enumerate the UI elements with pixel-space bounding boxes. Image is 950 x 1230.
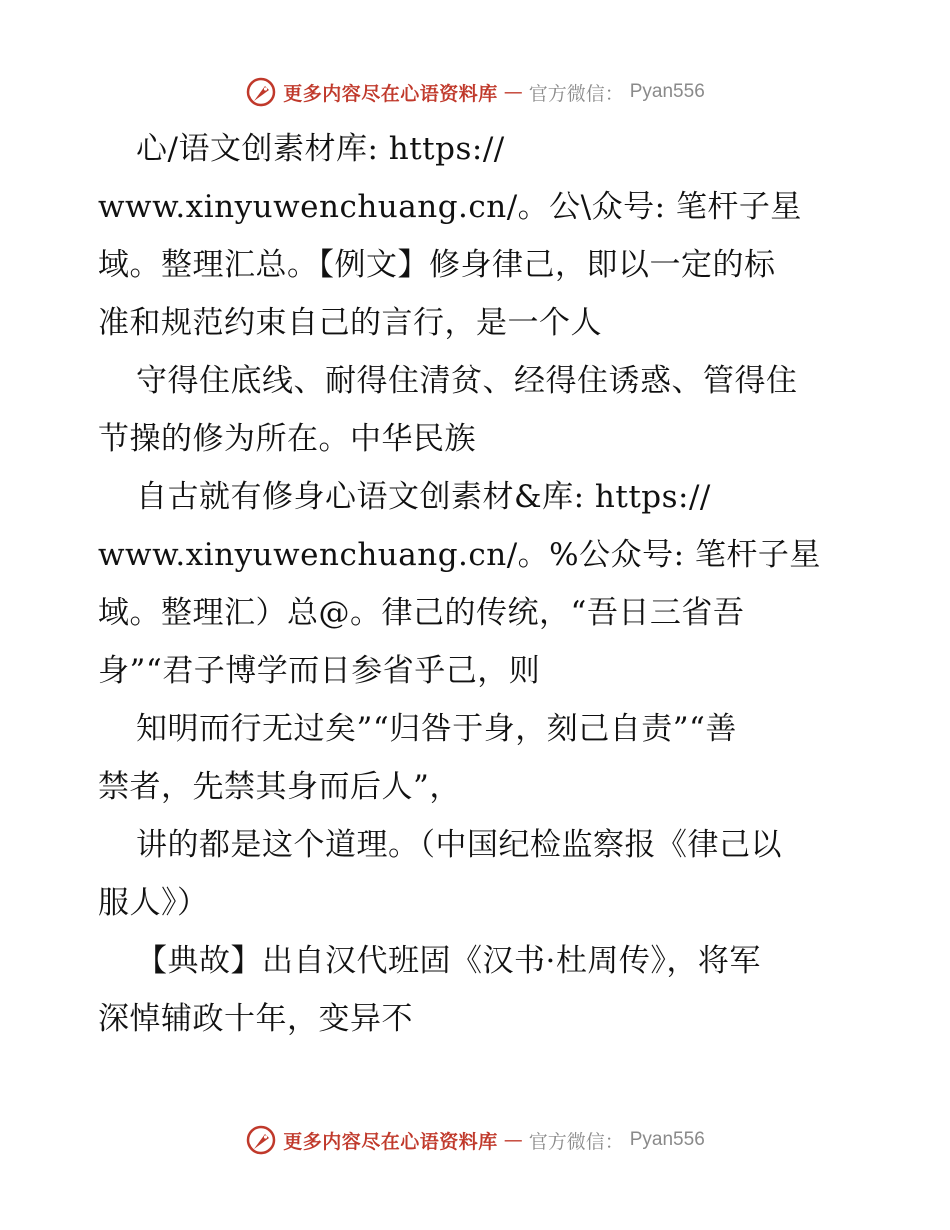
banner-site-text: 更多内容尽在心语资料库: [283, 1130, 498, 1153]
document-body: [98, 120, 858, 1048]
body-line: 心/语文创素材库: https://: [136, 131, 505, 167]
body-line: 【典故】出自汉代班固《汉书·杜周传》，将军: [136, 943, 761, 979]
banner-separator: —: [503, 81, 523, 103]
body-line: 身”“君子博学而日参省乎己，则: [98, 653, 541, 689]
body-line: 禁者，先禁其身而后人”，: [98, 769, 461, 805]
header-banner: [0, 72, 950, 112]
banner-wechat-account: Pyan556: [629, 81, 705, 102]
body-line: 守得住底线、耐得住清贫、经得住诱惑、管得住: [136, 363, 798, 399]
banner-site-text: 更多内容尽在心语资料库: [283, 82, 498, 105]
body-line: 知明而行无过矣”“归咎于身，刻己自责”“善: [136, 711, 737, 747]
body-line: www.xinyuwenchuang.cn/。公\众号: 笔杆子星: [98, 189, 802, 225]
body-line: 深悼辅政十年，变异不: [98, 1001, 413, 1037]
body-line: 准和规范约束自己的言行，是一个人: [98, 305, 602, 341]
footer-banner: [0, 1120, 950, 1160]
body-line: 域。整理汇）总@。律己的传统，“吾日三省吾: [98, 595, 745, 631]
banner-wechat-label: 官方微信：: [528, 1130, 624, 1153]
pen-nib-circle-icon: [245, 76, 277, 108]
body-line: 节操的修为所在。中华民族: [98, 421, 476, 457]
pen-nib-circle-icon: [245, 1124, 277, 1156]
body-line: 服人》）: [98, 885, 209, 921]
body-line: www.xinyuwenchuang.cn/。%公众号: 笔杆子星: [98, 537, 821, 573]
banner-wechat-label: 官方微信：: [528, 82, 624, 105]
body-line: 自古就有修身心语文创素材&库: https://: [136, 479, 711, 515]
banner-wechat-account: Pyan556: [629, 1129, 705, 1150]
body-line: 讲的都是这个道理。（中国纪检监察报《律己以: [136, 827, 782, 863]
banner-separator: —: [503, 1129, 523, 1151]
body-line: 域。整理汇总。【例文】修身律己，即以一定的标: [98, 247, 776, 283]
